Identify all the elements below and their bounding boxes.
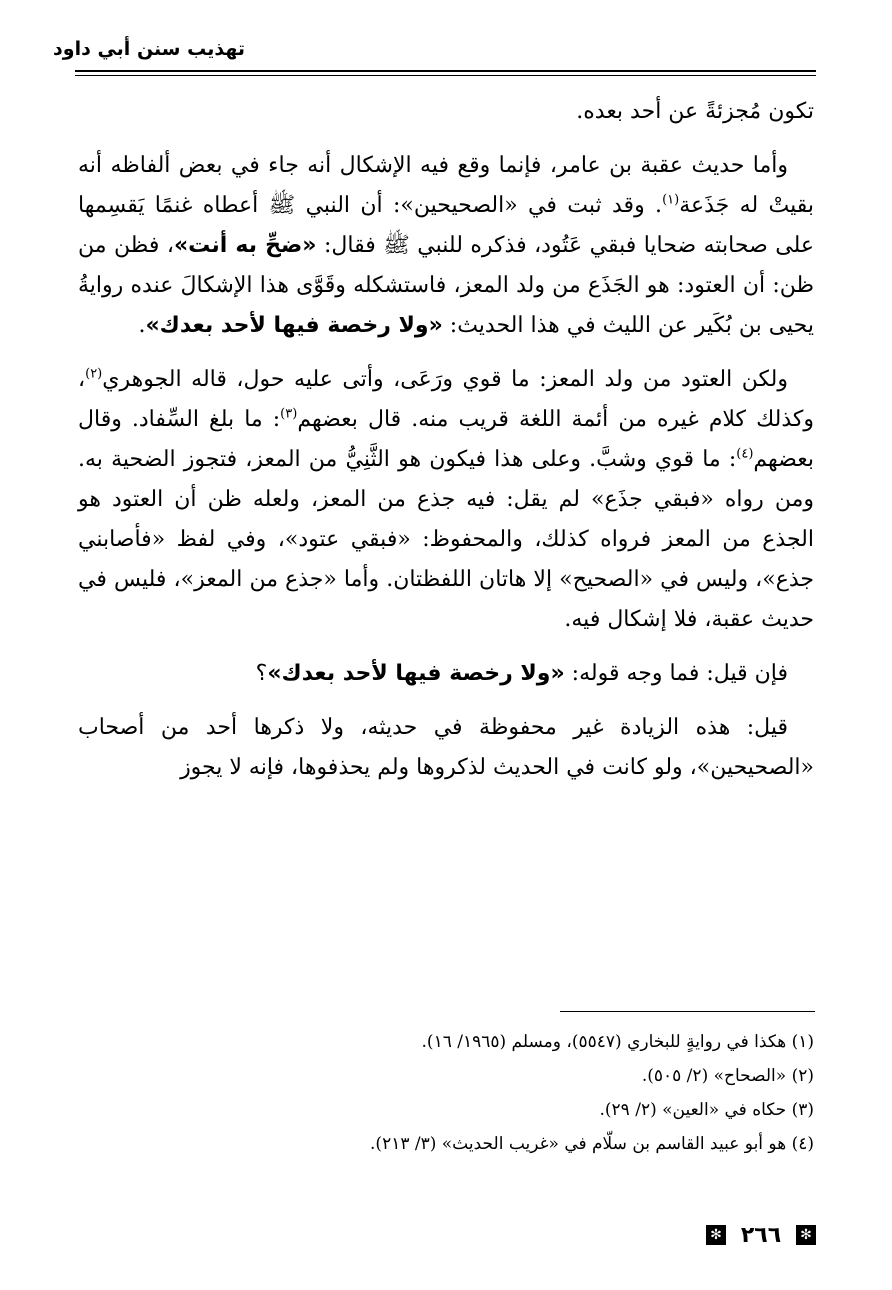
hadith-quote-1: «ضحِّ به أنت» [173,233,317,258]
footnote-ref-4: (٤) [736,446,754,462]
running-header-title: تهذيب سنن أبي داود [53,38,245,60]
footnote-ref-3: (٣) [280,406,298,422]
paragraph-2-text-a: وأما حديث عقبة بن عامر، فإنما وقع فيه الإشكال أنه جاء في بعض ألفاظه أنه بقيتْ له جَذَعة [78,153,815,218]
paragraph-3-text-c: : ما بلغ السِّفاد. وقال بعضهم [78,407,814,472]
page-number: ٢٦٦ [740,1222,782,1248]
page-folio [706,1218,816,1252]
paragraph-4 [78,654,814,694]
header-rule-thin [75,75,816,76]
paragraph-1-text: تكون مُجزئةً عن أحد بعده. [576,99,814,124]
hadith-quote-2: «ولا رخصة فيها لأحد بعدك» [145,313,443,338]
footnotes [260,1025,814,1161]
footnote-ref-1: (١) [662,192,680,208]
ornament-left-icon: ✻ [706,1225,726,1245]
paragraph-3-text-a: ولكن العتود من ولد المعز: ما قوي ورَعَى، وأتى عليه حول، قاله الجوهري [102,367,788,392]
footnote-3: (٣) حكاه في «العين» (٢/ ٢٩). [599,1100,814,1120]
paragraph-4-text-a: فإن قيل: فما وجه قوله: [564,661,788,686]
header-rule [75,70,816,72]
paragraph-4-text-b: ؟ [255,661,268,686]
paragraph-2 [78,146,814,346]
main-text [78,92,814,802]
paragraph-3 [78,360,814,640]
paragraph-2-text-d: . [138,313,146,338]
hadith-quote-3: «ولا رخصة فيها لأحد بعدك» [267,661,565,686]
paragraph-3-text-b: ، وكذلك كلام غيره من أئمة اللغة قريب منه. قال بعضهم [78,367,814,432]
footnote-1: (١) هكذا في روايةٍ للبخاري (٥٥٤٧)، ومسلم (١٩٦٥/ ١٦). [421,1032,814,1052]
footnote-ref-2: (٢) [85,366,103,382]
paragraph-2-text-b: . وقد ثبت في «الصحيحين»: أن النبي ﷺ أعطاه غنمًا يَقسِمها على صحابته ضحايا فبقي عَتُود، فذكره للنبي ﷺ فقال: [78,193,815,258]
footnote-4: (٤) هو أبو عبيد القاسم بن سلّام في «غريب الحديث» (٣/ ٢١٣). [370,1134,814,1154]
paragraph-5-text: قيل: هذه الزيادة غير محفوظة في حديثه، ولا ذكرها أحد من أصحاب «الصحيحين»، ولو كانت في الحديث لذكروها ولم يحذفوها، فإنه لا يجوز [78,715,814,780]
paragraph-5 [78,708,814,788]
paragraph-3-text-d: : ما قوي وشبَّ. وعلى هذا فيكون هو الثَّنِيُّ من المعز، فتجوز الضحية به. ومن رواه «فبقي جذَع» لم يقل: فيه جذع من المعز، ولعله ظن أن العتود هو الجذع من المعز فرواه كذلك، والمحفوظ: «فبقي عتود»، وفي لفظ «فأصابني جذع»، وليس في «الصحيح» إلا هاتان اللفظتان. وأما «جذع من المعز»، فليس في حديث عقبة، فلا إشكال فيه. [78,447,814,632]
paragraph-2-text-c: ، فظن من ظن: أن العتود: هو الجَذَع من ولد المعز، فاستشكله وقَوَّى هذا الإشكالَ عنده روايةُ يحيى بن بُكَير عن الليث في هذا الحديث: [78,233,814,338]
footnote-separator [560,1011,815,1012]
paragraph-1 [78,92,814,132]
footnote-2: (٢) «الصحاح» (٢/ ٥٠٥). [641,1066,814,1086]
ornament-right-icon: ✻ [796,1225,816,1245]
